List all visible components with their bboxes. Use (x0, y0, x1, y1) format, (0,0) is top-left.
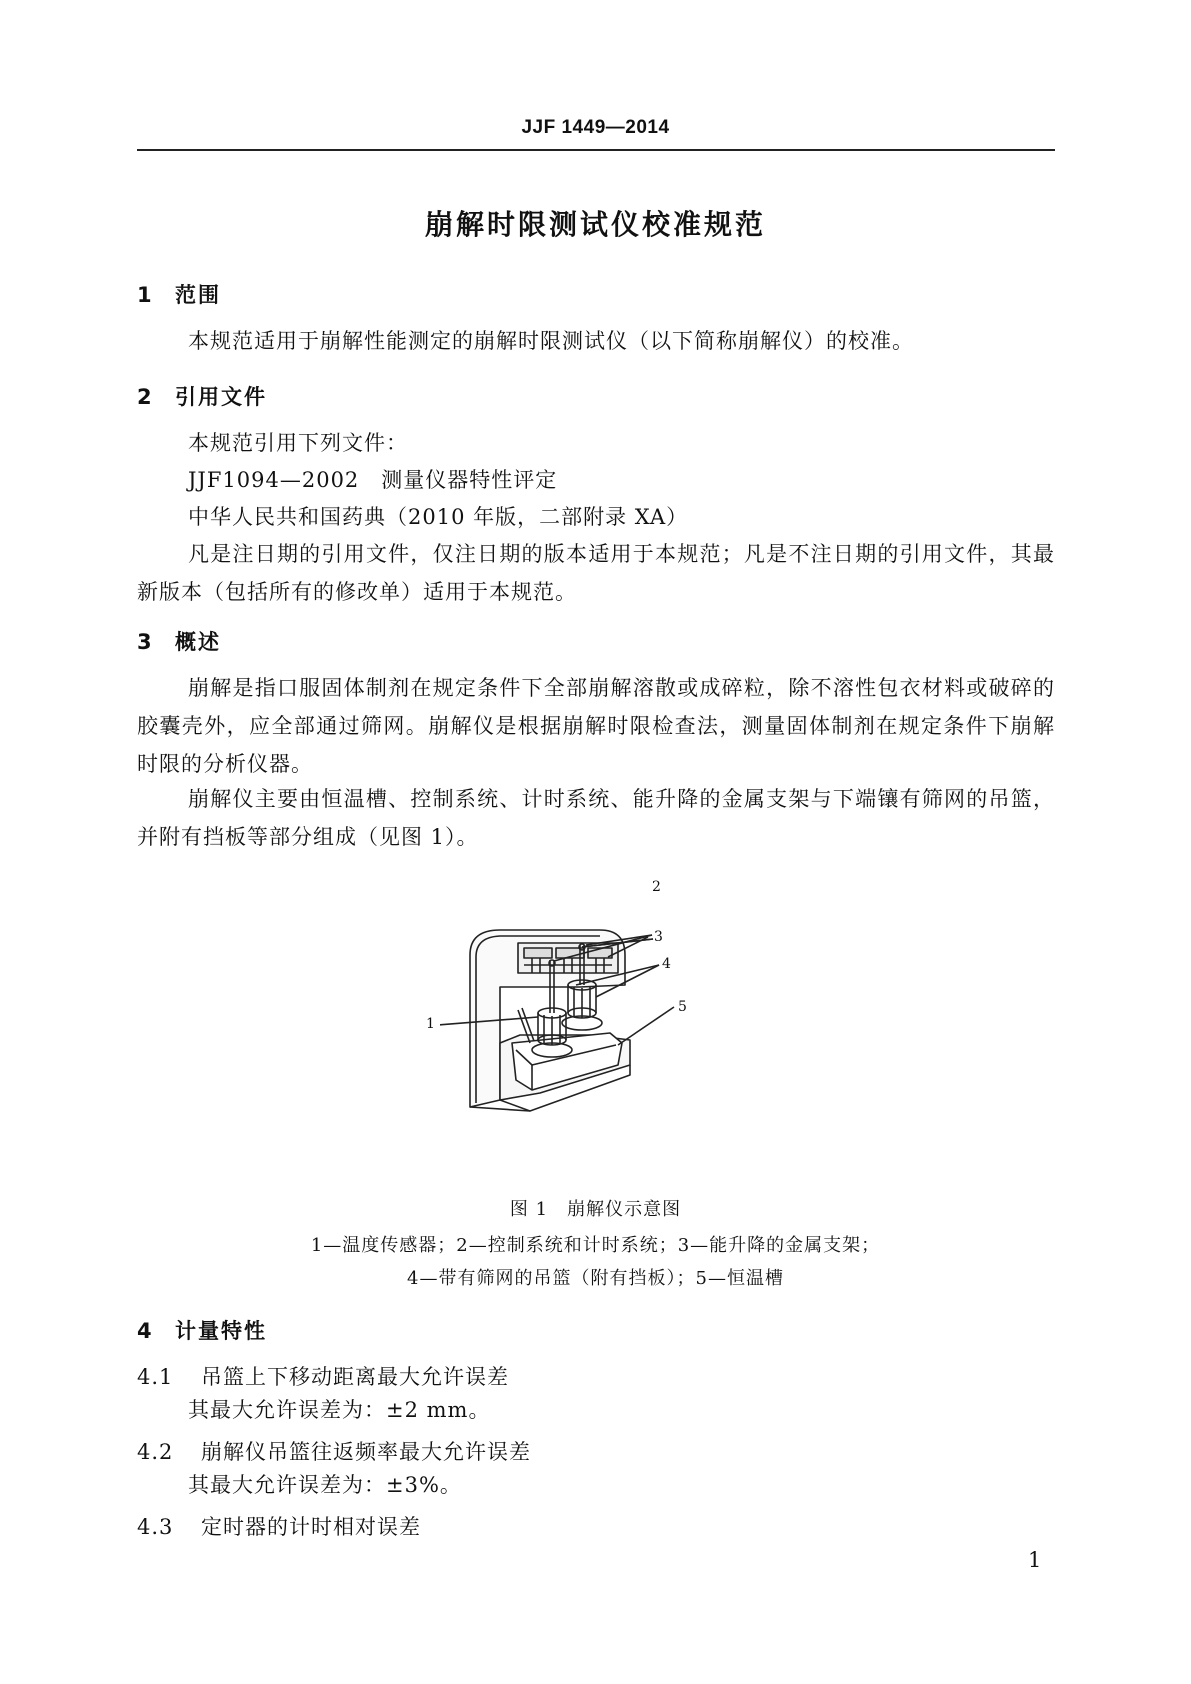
subsection-4-1-heading (137, 1361, 509, 1391)
section-number: 2 (137, 385, 154, 409)
section-number: 3 (137, 630, 154, 654)
disintegration-tester-illustration (440, 915, 740, 1140)
reference-item: 中华人民共和国药典（2010 年版，二部附录 XA） (188, 505, 689, 529)
callout-label: 3 (654, 929, 663, 945)
header-rule (137, 149, 1055, 151)
section-number: 4 (137, 1319, 154, 1343)
section-3-heading (137, 626, 221, 656)
section-1-heading (137, 279, 221, 309)
scope-text: 本规范适用于崩解性能测定的崩解时限测试仪（以下简称崩解仪）的校准。 (188, 329, 914, 353)
callout-label: 4 (662, 956, 671, 972)
section-number: 1 (137, 283, 154, 307)
subsection-4-1-text: 其最大允许误差为：±2 mm。 (188, 1398, 491, 1422)
references-intro: 本规范引用下列文件： (188, 431, 408, 455)
overview-paragraph-1: 崩解是指口服固体制剂在规定条件下全部崩解溶散或成碎粒，除不溶性包衣材料或破碎的胶囊壳外，应全部通过筛网。崩解仪是根据崩解时限检查法，测量固体制剂在规定条件下崩解时限的分析仪器。 (137, 676, 1055, 776)
subsection-title: 定时器的计时相对误差 (201, 1515, 421, 1539)
section-4-heading (137, 1315, 267, 1345)
reference-item: JJF1094—2002 测量仪器特性评定 (188, 468, 558, 492)
subsection-number: 4.1 (137, 1365, 174, 1389)
figure-caption: 图 1 崩解仪示意图 (509, 1199, 682, 1220)
subsection-4-3-heading (137, 1511, 421, 1541)
page-number: 1 (1028, 1548, 1042, 1572)
section-title: 概述 (175, 630, 221, 654)
subsection-title: 吊篮上下移动距离最大允许误差 (201, 1365, 509, 1389)
subsection-number: 4.2 (137, 1440, 174, 1464)
section-title: 计量特性 (175, 1319, 267, 1343)
section-title: 引用文件 (175, 385, 267, 409)
section-title: 范围 (175, 283, 221, 307)
figure-legend-line-1: 1—温度传感器；2—控制系统和计时系统；3—能升降的金属支架； (310, 1235, 881, 1256)
subsection-4-2-heading (137, 1436, 531, 1466)
callout-label: 5 (678, 999, 687, 1015)
figure-1 (426, 879, 740, 1144)
references-note: 凡是注日期的引用文件，仅注日期的版本适用于本规范；凡是不注日期的引用文件，其最新版本（包括所有的修改单）适用于本规范。 (137, 542, 1055, 604)
subsection-title: 崩解仪吊篮往返频率最大允许误差 (201, 1440, 531, 1464)
document-title: 崩解时限测试仪校准规范 (424, 208, 766, 241)
figure-legend-line-2: 4—带有筛网的吊篮（附有挡板）；5—恒温槽 (407, 1268, 784, 1289)
callout-label: 1 (426, 1016, 435, 1032)
callout-label: 2 (652, 879, 661, 895)
document-code: JJF 1449—2014 (521, 117, 670, 138)
overview-paragraph-2: 崩解仪主要由恒温槽、控制系统、计时系统、能升降的金属支架与下端镶有筛网的吊篮，并附有挡板等部分组成（见图 1）。 (137, 787, 1055, 849)
section-2-heading (137, 381, 267, 411)
subsection-4-2-text: 其最大允许误差为：±3%。 (188, 1473, 462, 1497)
subsection-number: 4.3 (137, 1515, 174, 1539)
